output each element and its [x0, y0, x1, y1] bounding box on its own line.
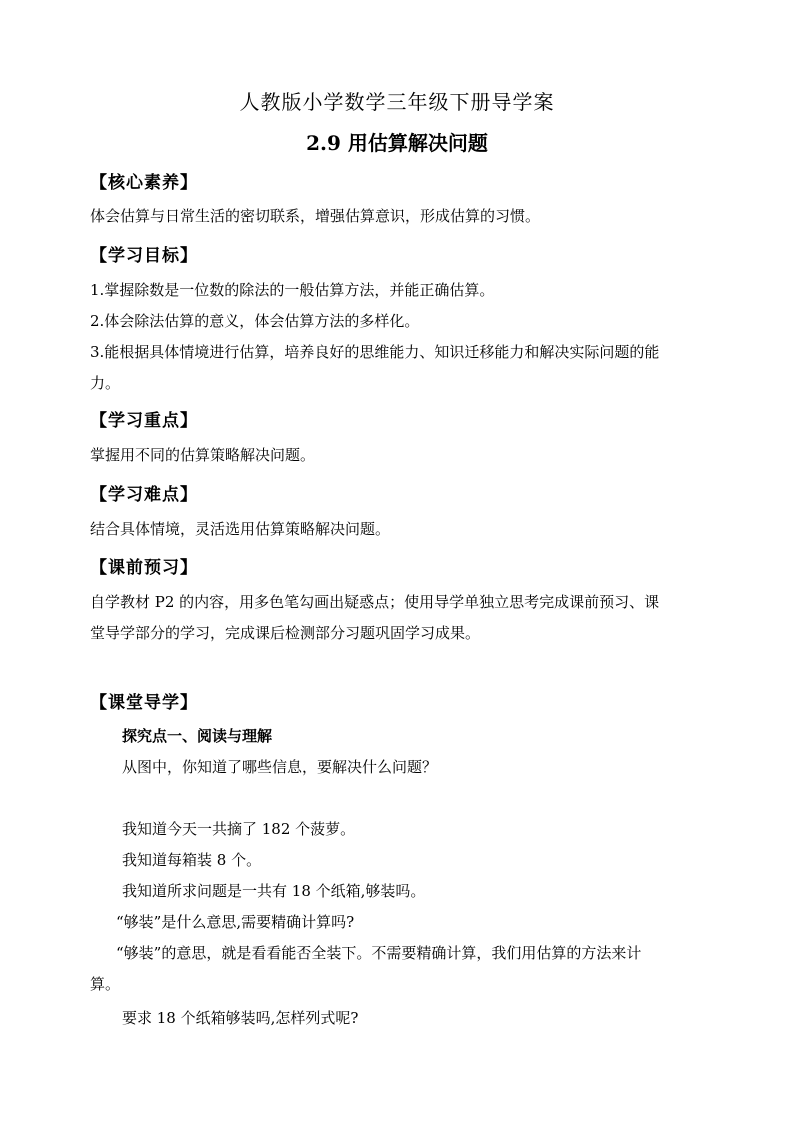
- difficulty-text: 结合具体情境，灵活选用估算策略解决问题。: [90, 520, 391, 538]
- section-heading-focus: 【学习重点】: [90, 411, 198, 431]
- known-info-1: 我知道今天一共摘了 182 个菠萝。: [122, 820, 356, 838]
- goal-item-2: 2.体会除法估算的意义，体会估算方法的多样化。: [90, 312, 420, 330]
- known-info-2: 我知道每箱装 8 个。: [122, 851, 262, 869]
- section-heading-preview: 【课前预习】: [90, 558, 198, 578]
- document-title: 人教版小学数学三年级下册导学案: [239, 90, 555, 114]
- focus-text: 掌握用不同的估算策略解决问题。: [90, 446, 316, 464]
- section-heading-core: 【核心素养】: [90, 173, 198, 193]
- lesson-title: 2.9 用估算解决问题: [306, 131, 488, 155]
- goal-item-3-line-1: 3.能根据具体情境进行估算，培养良好的思维能力、知识迁移能力和解决实际问题的能: [90, 343, 660, 361]
- known-info-3: 我知道所求问题是一共有 18 个纸箱,够装吗。: [122, 882, 426, 900]
- section-heading-classroom: 【课堂导学】: [90, 693, 198, 713]
- goal-item-3-line-2: 力。: [90, 374, 121, 392]
- formula-question: 要求 18 个纸箱够装吗,怎样列式呢?: [122, 1009, 359, 1027]
- core-text: 体会估算与日常生活的密切联系，增强估算意识，形成估算的习惯。: [90, 207, 541, 225]
- exploration-point-title: 探究点一、阅读与理解: [122, 727, 273, 745]
- enough-answer-line-2: 算。: [90, 975, 121, 993]
- goal-item-1: 1.掌握除数是一位数的除法的一般估算方法，并能正确估算。: [90, 281, 495, 299]
- preview-text-line-1: 自学教材 P2 的内容，用多色笔勾画出疑惑点；使用导学单独立思考完成课前预习、课: [90, 593, 660, 611]
- preview-text-line-2: 堂导学部分的学习，完成课后检测部分习题巩固学习成果。: [90, 624, 481, 642]
- enough-answer-line-1: “够装”的意思，就是看看能否全装下。不需要精确计算，我们用估算的方法来计: [116, 944, 642, 962]
- question-text: 从图中，你知道了哪些信息，要解决什么问题？: [122, 758, 438, 776]
- section-heading-difficulty: 【学习难点】: [90, 485, 198, 505]
- section-heading-goals: 【学习目标】: [90, 246, 198, 266]
- enough-question: “够装”是什么意思,需要精确计算吗?: [116, 913, 355, 931]
